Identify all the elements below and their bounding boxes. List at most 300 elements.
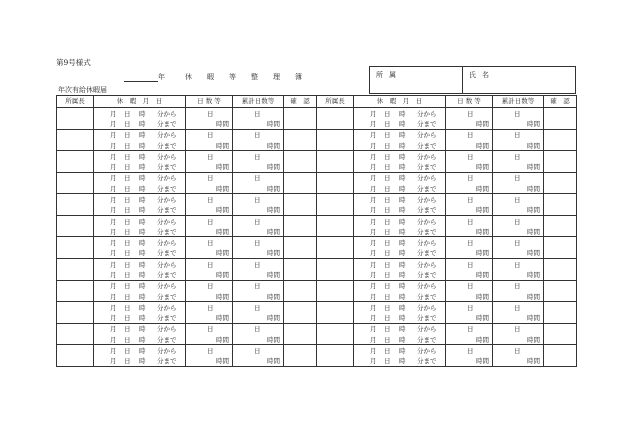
month-label: 月 [370,325,377,334]
days-cell[interactable] [186,345,233,366]
hours-unit-label: 時間 [527,270,540,279]
chief-seal-cell[interactable] [57,324,94,345]
month-label: 月 [370,227,377,236]
days-cell[interactable] [446,130,493,151]
day-unit-label: 日 [467,131,474,140]
leave-entry-row [317,151,576,173]
month-label: 月 [370,357,377,366]
chief-seal-cell[interactable] [317,151,354,172]
confirm-seal-cell[interactable] [284,237,316,258]
confirm-seal-cell[interactable] [544,281,576,302]
confirm-seal-cell[interactable] [544,259,576,280]
period-until-line [354,334,445,344]
days-cell[interactable] [186,151,233,172]
day-label: 日 [124,195,131,204]
chief-seal-cell[interactable] [317,194,354,215]
leave-period-cell[interactable] [354,302,446,323]
from-label: 分から [417,303,437,312]
leave-entry-row [57,281,316,303]
days-cell[interactable] [446,194,493,215]
hours-line [446,291,492,301]
day-label: 日 [124,249,131,258]
leave-period-cell[interactable] [354,130,446,151]
header-row [317,96,576,108]
day-unit-label: 日 [467,195,474,204]
period-from-line [354,108,445,118]
period-until-line [354,161,445,171]
days-line [233,345,283,355]
day-label: 日 [124,303,131,312]
cumulative-cell[interactable] [493,259,544,280]
chief-seal-cell[interactable] [317,281,354,302]
chief-seal-cell[interactable] [57,108,94,129]
cumulative-cell[interactable] [233,108,284,129]
period-from-line [94,237,185,247]
period-from-line [94,281,185,291]
cumulative-cell[interactable] [233,216,284,237]
hours-line [493,291,543,301]
days-cell[interactable] [446,345,493,366]
days-line [446,173,492,183]
hours-line [446,205,492,215]
hour-label: 時 [399,227,406,236]
days-line [233,281,283,291]
hours-line [493,118,543,128]
days-cell[interactable] [186,237,233,258]
days-line [233,259,283,269]
month-label: 月 [370,184,377,193]
cumulative-cell[interactable] [233,130,284,151]
month-label: 月 [370,119,377,128]
confirm-seal-cell[interactable] [544,302,576,323]
until-label: 分まで [417,184,437,193]
leave-period-cell[interactable] [94,130,186,151]
period-until-line [94,140,185,150]
leave-period-cell[interactable] [94,324,186,345]
chief-seal-cell[interactable] [57,130,94,151]
days-line [186,237,232,247]
chief-seal-cell[interactable] [317,324,354,345]
leave-period-cell[interactable] [354,151,446,172]
month-label: 月 [110,141,117,150]
confirm-seal-cell[interactable] [284,324,316,345]
period-until-line [94,205,185,215]
hours-line [493,334,543,344]
confirm-seal-cell[interactable] [284,281,316,302]
days-line [493,216,543,226]
leave-period-cell[interactable] [354,281,446,302]
confirm-seal-cell[interactable] [544,173,576,194]
day-label: 日 [384,325,391,334]
hours-unit-label: 時間 [267,249,280,258]
leave-period-cell[interactable] [354,237,446,258]
hours-unit-label: 時間 [527,292,540,301]
month-label: 月 [110,152,117,161]
leave-period-cell[interactable] [354,194,446,215]
days-cell[interactable] [446,108,493,129]
cumulative-cell[interactable] [493,302,544,323]
hours-line [186,334,232,344]
hour-label: 時 [399,249,406,258]
confirm-seal-cell[interactable] [544,194,576,215]
hours-unit-label: 時間 [267,119,280,128]
day-label: 日 [384,195,391,204]
day-unit-label: 日 [514,347,521,355]
period-from-line [354,130,445,140]
from-label: 分から [157,174,177,183]
days-line [493,345,543,355]
day-label: 日 [384,292,391,301]
day-label: 日 [124,152,131,161]
hours-unit-label: 時間 [267,227,280,236]
until-label: 分まで [417,335,437,344]
hour-label: 時 [139,282,146,291]
days-line [493,151,543,161]
days-line [233,151,283,161]
title-text: 休暇等整理簿 [185,73,317,81]
confirm-seal-cell[interactable] [544,216,576,237]
until-label: 分まで [157,314,177,323]
day-label: 日 [124,270,131,279]
cumulative-cell[interactable] [493,173,544,194]
leave-period-cell[interactable] [94,345,186,366]
hours-line [446,248,492,258]
leave-period-cell[interactable] [354,173,446,194]
chief-seal-cell[interactable] [57,345,94,366]
header-cumulative: 累計日数等 [493,96,544,107]
hour-label: 時 [139,152,146,161]
day-unit-label: 日 [514,109,521,118]
confirm-seal-cell[interactable] [284,108,316,129]
month-label: 月 [370,131,377,140]
day-label: 日 [384,347,391,355]
until-label: 分まで [417,206,437,215]
cumulative-cell[interactable] [493,151,544,172]
month-label: 月 [370,141,377,150]
leave-period-cell[interactable] [354,216,446,237]
cumulative-cell[interactable] [233,281,284,302]
hours-unit-label: 時間 [527,119,540,128]
hours-line [186,140,232,150]
header-days: 日 数 等 [186,96,233,107]
hour-label: 時 [139,303,146,312]
days-cell[interactable] [446,216,493,237]
period-from-line [94,151,185,161]
chief-seal-cell[interactable] [57,216,94,237]
hours-line [493,269,543,279]
from-label: 分から [157,217,177,226]
period-until-line [354,248,445,258]
cumulative-cell[interactable] [233,324,284,345]
period-until-line [354,226,445,236]
until-label: 分まで [157,163,177,172]
day-label: 日 [124,141,131,150]
hours-unit-label: 時間 [216,335,229,344]
leave-period-cell[interactable] [94,108,186,129]
hour-label: 時 [139,260,146,269]
until-label: 分まで [417,314,437,323]
ledger-right-half [317,96,576,366]
hour-label: 時 [139,239,146,248]
days-cell[interactable] [446,173,493,194]
chief-seal-cell[interactable] [57,302,94,323]
days-cell[interactable] [186,108,233,129]
chief-seal-cell[interactable] [57,194,94,215]
cumulative-cell[interactable] [233,173,284,194]
cumulative-cell[interactable] [233,302,284,323]
hour-label: 時 [139,217,146,226]
confirm-seal-cell[interactable] [284,173,316,194]
leave-period-cell[interactable] [354,324,446,345]
confirm-seal-cell[interactable] [284,345,316,366]
days-line [186,259,232,269]
confirm-seal-cell[interactable] [544,345,576,366]
hours-line [446,226,492,236]
leave-period-cell[interactable] [354,345,446,366]
month-label: 月 [110,206,117,215]
days-line [493,259,543,269]
days-line [186,173,232,183]
chief-seal-cell[interactable] [317,216,354,237]
from-label: 分から [417,239,437,248]
leave-period-cell[interactable] [94,281,186,302]
days-cell[interactable] [186,216,233,237]
day-unit-label: 日 [514,195,521,204]
day-label: 日 [384,217,391,226]
cumulative-cell[interactable] [493,130,544,151]
chief-seal-cell[interactable] [57,237,94,258]
name-cell[interactable] [463,67,575,93]
days-cell[interactable] [186,173,233,194]
from-label: 分から [417,174,437,183]
day-label: 日 [124,217,131,226]
until-label: 分まで [417,292,437,301]
confirm-seal-cell[interactable] [544,108,576,129]
day-label: 日 [124,292,131,301]
month-label: 月 [110,292,117,301]
hours-unit-label: 時間 [267,270,280,279]
days-line [446,345,492,355]
period-from-line [354,302,445,312]
hour-label: 時 [139,325,146,334]
days-line [446,194,492,204]
confirm-seal-cell[interactable] [544,130,576,151]
days-line [493,237,543,247]
hour-label: 時 [139,141,146,150]
from-label: 分から [157,347,177,355]
cumulative-cell[interactable] [493,108,544,129]
days-cell[interactable] [446,259,493,280]
hours-line [446,313,492,323]
period-from-line [94,324,185,334]
month-label: 月 [370,109,377,118]
chief-seal-cell[interactable] [57,259,94,280]
leave-entry-row [317,302,576,324]
leave-entry-row [317,324,576,346]
from-label: 分から [157,109,177,118]
days-line [233,130,283,140]
cumulative-cell[interactable] [493,324,544,345]
chief-seal-cell[interactable] [317,259,354,280]
hours-unit-label: 時間 [527,249,540,258]
period-from-line [354,259,445,269]
confirm-seal-cell[interactable] [284,130,316,151]
hour-label: 時 [399,152,406,161]
leave-period-cell[interactable] [94,216,186,237]
day-label: 日 [384,227,391,236]
confirm-seal-cell[interactable] [284,302,316,323]
month-label: 月 [110,314,117,323]
hours-line [493,161,543,171]
day-label: 日 [124,347,131,355]
days-line [233,194,283,204]
days-line [186,130,232,140]
leave-period-cell[interactable] [94,173,186,194]
cumulative-cell[interactable] [233,259,284,280]
period-from-line [94,216,185,226]
day-label: 日 [124,239,131,248]
leave-period-cell[interactable] [94,237,186,258]
days-cell[interactable] [186,259,233,280]
cumulative-cell[interactable] [493,237,544,258]
day-unit-label: 日 [207,195,214,204]
month-label: 月 [110,174,117,183]
days-cell[interactable] [186,324,233,345]
period-until-line [94,161,185,171]
period-from-line [94,173,185,183]
cumulative-cell[interactable] [233,345,284,366]
leave-period-cell[interactable] [94,302,186,323]
leave-entry-row [317,237,576,259]
period-until-line [354,291,445,301]
period-until-line [94,248,185,258]
month-label: 月 [370,303,377,312]
cumulative-cell[interactable] [493,194,544,215]
days-cell[interactable] [186,281,233,302]
chief-seal-cell[interactable] [317,302,354,323]
day-unit-label: 日 [467,303,474,312]
confirm-seal-cell[interactable] [284,194,316,215]
confirm-seal-cell[interactable] [544,324,576,345]
day-unit-label: 日 [254,282,261,291]
days-cell[interactable] [446,151,493,172]
chief-seal-cell[interactable] [317,130,354,151]
month-label: 月 [110,184,117,193]
chief-seal-cell[interactable] [57,151,94,172]
chief-seal-cell[interactable] [57,173,94,194]
until-label: 分まで [157,119,177,128]
hours-unit-label: 時間 [476,141,489,150]
day-label: 日 [384,131,391,140]
days-line [233,302,283,312]
confirm-seal-cell[interactable] [284,216,316,237]
day-label: 日 [384,163,391,172]
leave-period-cell[interactable] [94,194,186,215]
days-cell[interactable] [186,302,233,323]
from-label: 分から [417,131,437,140]
leave-period-cell[interactable] [354,108,446,129]
hours-line [186,356,232,366]
hours-line [233,248,283,258]
day-unit-label: 日 [254,239,261,248]
leave-period-cell[interactable] [94,151,186,172]
cumulative-cell[interactable] [233,237,284,258]
hours-line [493,356,543,366]
month-label: 月 [370,260,377,269]
leave-period-cell[interactable] [354,259,446,280]
hour-label: 時 [399,260,406,269]
hours-line [446,118,492,128]
leave-entry-row [57,259,316,281]
cumulative-cell[interactable] [493,345,544,366]
hours-line [493,205,543,215]
month-label: 月 [110,217,117,226]
chief-seal-cell[interactable] [317,173,354,194]
chief-seal-cell[interactable] [317,237,354,258]
hour-label: 時 [139,335,146,344]
hours-line [233,140,283,150]
month-label: 月 [110,163,117,172]
days-cell[interactable] [186,130,233,151]
month-label: 月 [110,195,117,204]
hours-line [446,140,492,150]
until-label: 分まで [157,357,177,366]
hour-label: 時 [399,163,406,172]
hours-line [186,291,232,301]
hours-unit-label: 時間 [527,206,540,215]
month-label: 月 [370,217,377,226]
cumulative-cell[interactable] [493,281,544,302]
days-cell[interactable] [446,302,493,323]
page-title [124,72,317,82]
from-label: 分から [417,152,437,161]
period-from-line [354,151,445,161]
confirm-seal-cell[interactable] [544,237,576,258]
day-unit-label: 日 [207,260,214,269]
from-label: 分から [157,282,177,291]
leave-period-cell[interactable] [94,259,186,280]
month-label: 月 [110,335,117,344]
hours-unit-label: 時間 [476,249,489,258]
chief-seal-cell[interactable] [57,281,94,302]
leave-entry-row [57,237,316,259]
chief-seal-cell[interactable] [317,108,354,129]
hours-line [233,313,283,323]
period-from-line [94,345,185,355]
hours-line [233,269,283,279]
days-cell[interactable] [446,281,493,302]
chief-seal-cell[interactable] [317,345,354,366]
period-until-line [94,118,185,128]
department-cell[interactable] [370,67,463,93]
days-cell[interactable] [446,237,493,258]
confirm-seal-cell[interactable] [284,259,316,280]
hour-label: 時 [399,335,406,344]
period-until-line [94,291,185,301]
days-cell[interactable] [186,194,233,215]
cumulative-cell[interactable] [493,216,544,237]
days-line [493,302,543,312]
hours-unit-label: 時間 [216,163,229,172]
cumulative-cell[interactable] [233,194,284,215]
month-label: 月 [370,314,377,323]
hours-unit-label: 時間 [527,163,540,172]
confirm-seal-cell[interactable] [284,151,316,172]
days-cell[interactable] [446,324,493,345]
period-until-line [354,140,445,150]
cumulative-cell[interactable] [233,151,284,172]
confirm-seal-cell[interactable] [544,151,576,172]
